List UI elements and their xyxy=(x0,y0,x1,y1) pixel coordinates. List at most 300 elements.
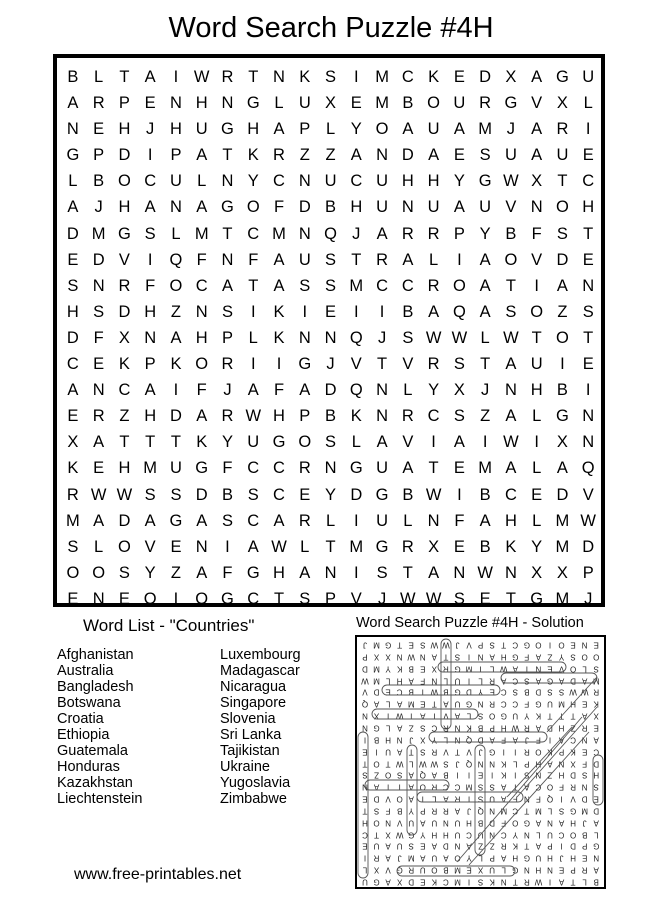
solution-row xyxy=(359,651,602,663)
solution-cell: T xyxy=(431,700,437,710)
solution-cell: A xyxy=(431,842,438,852)
solution-cell: X xyxy=(385,652,391,662)
solution-cell: L xyxy=(478,676,483,686)
solution-cell: H xyxy=(500,723,507,733)
grid-cell: G xyxy=(221,589,234,608)
solution-cell: L xyxy=(594,830,599,840)
grid-cell: H xyxy=(144,407,157,426)
grid-cell: B xyxy=(402,302,414,321)
solution-cell: I xyxy=(491,771,494,781)
grid-cell: A xyxy=(93,433,105,452)
grid-cell: U xyxy=(582,68,595,86)
solution-cell: U xyxy=(454,830,461,840)
solution-cell: S xyxy=(477,711,484,721)
solution-cell: E xyxy=(385,688,391,698)
solution-cell: S xyxy=(558,806,565,816)
grid-cell: N xyxy=(298,224,311,243)
solution-cell: W xyxy=(430,759,439,769)
grid-cell: L xyxy=(403,381,413,400)
grid-cell: N xyxy=(427,511,440,530)
grid-cell: D xyxy=(92,250,105,269)
solution-cell: Z xyxy=(547,652,553,662)
grid-cell: T xyxy=(119,433,130,452)
grid-cell: G xyxy=(169,511,183,530)
grid-cell: A xyxy=(67,198,79,217)
grid-cell: A xyxy=(67,381,79,400)
solution-cell: K xyxy=(547,747,553,757)
solution-cell: A xyxy=(408,676,414,686)
solution-cell: L xyxy=(409,759,414,769)
grid-cell: H xyxy=(144,302,157,321)
solution-cell: W xyxy=(419,759,427,769)
grid-cell: L xyxy=(429,250,439,269)
grid-cell: A xyxy=(299,381,311,400)
grid-cell: X xyxy=(531,563,543,582)
solution-cell: T xyxy=(397,782,403,792)
solution-cell: D xyxy=(373,688,380,698)
solution-cell: S xyxy=(477,782,484,792)
grid-row xyxy=(57,325,601,351)
grid-cell: R xyxy=(376,250,389,269)
solution-cell: V xyxy=(466,747,472,757)
solution-cell: H xyxy=(535,759,542,769)
grid-cell: Z xyxy=(170,563,181,582)
solution-cell: I xyxy=(548,640,552,650)
solution-cell: A xyxy=(443,854,449,864)
grid-cell: R xyxy=(556,120,569,139)
grid-cell: N xyxy=(169,198,182,217)
grid-cell: G xyxy=(375,485,389,504)
solution-cell: V xyxy=(443,747,449,757)
solution-cell: Y xyxy=(558,652,565,662)
solution-cell: H xyxy=(593,771,600,781)
grid-cell: Q xyxy=(169,250,183,269)
solution-cell: E xyxy=(489,688,495,698)
grid-cell: A xyxy=(531,120,543,139)
solution-cell: T xyxy=(466,794,472,804)
grid-cell: W xyxy=(90,485,107,504)
grid-cell: A xyxy=(479,276,491,295)
grid-cell: C xyxy=(273,459,285,478)
solution-cell: R xyxy=(408,865,415,875)
solution-cell: L xyxy=(513,759,518,769)
grid-cell: J xyxy=(94,198,103,217)
solution-cell: F xyxy=(535,735,541,745)
solution-cell: Y xyxy=(524,711,530,721)
grid-cell: N xyxy=(298,172,311,191)
grid-cell: C xyxy=(66,355,79,374)
grid-cell: O xyxy=(427,94,441,113)
grid-cell: I xyxy=(379,302,385,321)
solution-cell: U xyxy=(477,830,484,840)
solution-cell: L xyxy=(489,664,495,674)
solution-cell: T xyxy=(443,652,449,662)
grid-cell: W xyxy=(193,68,210,86)
grid-row xyxy=(57,142,601,168)
solution-cell: H xyxy=(466,818,472,828)
solution-cell: W xyxy=(430,640,439,650)
solution-cell: B xyxy=(408,664,414,674)
grid-cell: T xyxy=(505,589,516,608)
grid-cell: A xyxy=(531,146,543,165)
grid-cell: H xyxy=(504,511,517,530)
solution-cell: L xyxy=(478,854,483,864)
grid-cell: T xyxy=(583,328,594,347)
grid-cell: F xyxy=(273,381,285,400)
grid-cell: C xyxy=(273,485,285,504)
solution-cell: U xyxy=(454,700,461,710)
solution-cell: R xyxy=(593,688,600,698)
solution-cell: N xyxy=(477,652,484,662)
grid-cell: L xyxy=(532,407,542,426)
solution-cell: S xyxy=(420,723,426,733)
grid-cell: I xyxy=(482,433,488,452)
solution-cell: A xyxy=(558,818,565,828)
solution-cell: K xyxy=(501,771,507,781)
solution-cell: E xyxy=(593,723,599,733)
grid-cell: B xyxy=(325,198,337,217)
solution-cell: K xyxy=(501,759,507,769)
solution-cell: H xyxy=(500,652,507,662)
grid-cell: D xyxy=(350,485,363,504)
solution-cell: G xyxy=(465,700,473,710)
grid-cell: H xyxy=(118,459,131,478)
grid-cell: N xyxy=(453,563,466,582)
grid-row xyxy=(57,560,601,586)
grid-cell: S xyxy=(325,433,337,452)
grid-cell: N xyxy=(298,328,311,347)
solution-cell: A xyxy=(420,854,426,864)
grid-cell: H xyxy=(66,302,79,321)
solution-row xyxy=(359,746,602,758)
grid-cell: I xyxy=(354,302,359,321)
solution-cell: N xyxy=(535,664,542,674)
solution-cell: I xyxy=(456,771,459,781)
grid-cell: E xyxy=(93,120,105,139)
solution-cell: Y xyxy=(420,830,426,840)
solution-cell: I xyxy=(421,794,424,804)
solution-cell: A xyxy=(535,818,542,828)
grid-cell: Y xyxy=(453,172,465,191)
grid-cell: K xyxy=(505,537,517,556)
solution-cell: G xyxy=(546,676,554,686)
grid-cell: C xyxy=(350,172,363,191)
grid-cell: G xyxy=(530,589,544,608)
solution-cell: E xyxy=(581,854,588,864)
grid-cell: E xyxy=(67,250,79,269)
solution-cell: I xyxy=(514,771,517,781)
grid-cell: O xyxy=(298,433,312,452)
solution-cell: F xyxy=(535,794,541,804)
solution-cell: W xyxy=(395,759,404,769)
grid-cell: M xyxy=(478,459,492,478)
solution-cell: N xyxy=(431,676,438,686)
solution-cell: G xyxy=(408,830,415,840)
solution-cell: O xyxy=(373,759,380,769)
solution-cell: I xyxy=(386,782,390,792)
solution-cell: A xyxy=(385,842,391,852)
solution-cell: C xyxy=(396,688,403,698)
solution-cell: E xyxy=(466,865,472,875)
solution-cell: G xyxy=(454,664,461,674)
grid-cell: A xyxy=(505,355,517,374)
solution-cell: C xyxy=(512,806,519,816)
solution-row xyxy=(359,769,602,781)
solution-row xyxy=(359,793,602,805)
grid-cell: E xyxy=(453,146,465,165)
grid-cell: N xyxy=(582,276,595,295)
grid-cell: R xyxy=(427,355,440,374)
grid-cell: D xyxy=(401,146,414,165)
solution-row xyxy=(359,805,602,817)
grid-cell: A xyxy=(273,120,285,139)
grid-cell: G xyxy=(117,224,131,243)
solution-cell: B xyxy=(443,771,449,781)
solution-cell: T xyxy=(385,759,391,769)
grid-cell: P xyxy=(582,563,594,582)
solution-cell: W xyxy=(569,688,577,698)
solution-cell: Q xyxy=(361,700,369,710)
grid-cell: N xyxy=(92,589,105,608)
grid-cell: E xyxy=(479,589,491,608)
solution-cell: N xyxy=(523,865,530,875)
solution-cell: I xyxy=(548,877,552,887)
grid-cell: F xyxy=(248,250,259,269)
solution-cell: F xyxy=(501,735,507,745)
grid-cell: O xyxy=(92,563,106,582)
solution-cell: U xyxy=(408,818,415,828)
grid-cell: I xyxy=(354,563,359,582)
grid-cell: X xyxy=(67,433,79,452)
solution-cell: G xyxy=(396,865,403,875)
grid-cell: P xyxy=(93,146,105,165)
grid-cell: A xyxy=(273,511,285,530)
grid-cell: V xyxy=(118,250,130,269)
grid-cell: I xyxy=(585,120,591,139)
solution-cell: E xyxy=(362,842,368,852)
word-list-item: Ukraine xyxy=(220,759,270,775)
grid-cell: A xyxy=(196,407,208,426)
grid-cell: G xyxy=(349,459,363,478)
solution-cell: H xyxy=(558,771,565,781)
grid-cell: T xyxy=(583,224,594,243)
grid-cell: S xyxy=(299,589,311,608)
grid-cell: Y xyxy=(350,120,362,139)
grid-cell: N xyxy=(195,537,208,556)
solution-cell: H xyxy=(431,830,438,840)
grid-cell: T xyxy=(119,68,130,86)
grid-cell: S xyxy=(325,250,337,269)
grid-cell: R xyxy=(221,68,234,86)
grid-cell: N xyxy=(273,68,285,86)
solution-cell: P xyxy=(558,747,565,757)
grid-cell: W xyxy=(451,328,468,347)
solution-cell: H xyxy=(570,818,576,828)
solution-cell: C xyxy=(512,676,519,686)
grid-cell: S xyxy=(93,302,105,321)
grid-cell: W xyxy=(425,589,442,608)
grid-cell: T xyxy=(505,276,516,295)
word-list-item: Slovenia xyxy=(220,711,276,727)
word-list-item: Singapore xyxy=(220,695,287,711)
grid-cell: X xyxy=(453,381,465,400)
grid-cell: B xyxy=(556,381,568,400)
grid-cell: I xyxy=(225,537,230,556)
solution-cell: M xyxy=(373,640,380,650)
grid-cell: I xyxy=(354,511,359,530)
grid-cell: A xyxy=(453,120,465,139)
grid-cell: B xyxy=(479,485,491,504)
grid-cell: H xyxy=(273,407,285,426)
solution-cell: P xyxy=(570,865,576,875)
solution-cell: B xyxy=(373,735,380,745)
solution-cell: A xyxy=(535,652,542,662)
word-list-item: Yugoslavia xyxy=(220,775,291,791)
grid-cell: C xyxy=(195,276,208,295)
solution-cell: Q xyxy=(465,759,473,769)
grid-cell: A xyxy=(428,146,440,165)
solution-cell: Y xyxy=(431,735,438,745)
grid-cell: R xyxy=(221,355,234,374)
grid-cell: K xyxy=(67,459,79,478)
footer-url[interactable]: www.free-printables.net xyxy=(74,866,242,883)
solution-row xyxy=(359,864,602,876)
grid-cell: S xyxy=(582,302,594,321)
solution-row xyxy=(359,710,602,722)
grid-cell: A xyxy=(556,459,568,478)
solution-cell: E xyxy=(593,794,599,804)
solution-cell: Y xyxy=(385,664,391,674)
solution-cell: P xyxy=(362,652,368,662)
solution-cell: O xyxy=(569,830,577,840)
grid-cell: T xyxy=(428,459,439,478)
solution-cell: M xyxy=(500,806,508,816)
grid-cell: F xyxy=(196,250,207,269)
grid-cell: D xyxy=(195,485,208,504)
grid-cell: P xyxy=(144,355,156,374)
grid-cell: Q xyxy=(324,224,337,243)
solution-cell: S xyxy=(581,771,588,781)
solution-cell: P xyxy=(547,842,553,852)
solution-cell: B xyxy=(477,723,484,733)
grid-cell: N xyxy=(376,146,389,165)
grid-cell: T xyxy=(325,537,336,556)
solution-cell: C xyxy=(443,877,449,887)
grid-cell: L xyxy=(325,511,336,530)
solution-cell: C xyxy=(454,782,461,792)
solution-cell: R xyxy=(454,794,461,804)
grid-cell: E xyxy=(582,250,594,269)
grid-cell: J xyxy=(584,589,593,608)
solution-cell: C xyxy=(512,640,519,650)
grid-cell: P xyxy=(170,146,182,165)
solution-cell: S xyxy=(524,676,530,686)
grid-cell: Y xyxy=(531,537,543,556)
grid-cell: C xyxy=(401,276,414,295)
puzzle-grid xyxy=(53,54,605,607)
grid-cell: E xyxy=(582,355,594,374)
solution-cell: Q xyxy=(419,771,426,781)
grid-cell: E xyxy=(93,355,105,374)
solution-cell: O xyxy=(431,865,438,875)
grid-cell: D xyxy=(324,381,337,400)
solution-cell: I xyxy=(433,711,436,721)
solution-cell: N xyxy=(385,818,391,828)
word-list-item: Australia xyxy=(57,663,114,679)
grid-cell: E xyxy=(144,94,156,113)
grid-cell: K xyxy=(299,68,311,86)
grid-cell: W xyxy=(477,563,493,582)
grid-cell: N xyxy=(144,328,157,347)
solution-cell: R xyxy=(500,842,507,852)
grid-cell: W xyxy=(580,511,596,530)
grid-cell: U xyxy=(324,172,337,191)
grid-cell: C xyxy=(247,589,260,608)
solution-cell: A xyxy=(385,854,391,864)
solution-cell: J xyxy=(524,735,529,745)
grid-cell: B xyxy=(67,68,79,86)
grid-cell: T xyxy=(557,172,568,191)
grid-cell: A xyxy=(196,146,208,165)
grid-cell: H xyxy=(427,172,440,191)
grid-cell: D xyxy=(298,198,311,217)
solution-cell: T xyxy=(570,877,576,887)
solution-cell: X xyxy=(385,830,391,840)
solution-cell: W xyxy=(430,688,439,698)
grid-cell: S xyxy=(556,224,568,243)
grid-cell: B xyxy=(221,485,233,504)
grid-cell: M xyxy=(66,511,80,530)
grid-cell: D xyxy=(118,302,131,321)
solution-cell: V xyxy=(385,865,391,875)
word-list-item: Tajikistan xyxy=(220,743,280,759)
grid-cell: A xyxy=(273,250,285,269)
solution-cell: E xyxy=(570,640,576,650)
grid-cell: S xyxy=(67,276,79,295)
grid-cell: O xyxy=(169,276,183,295)
grid-cell: X xyxy=(556,433,568,452)
solution-cell: N xyxy=(581,782,588,792)
solution-cell: S xyxy=(558,688,565,698)
grid-cell: G xyxy=(221,120,234,139)
solution-cell: S xyxy=(454,652,461,662)
solution-cell: M xyxy=(581,806,588,816)
solution-cell: K xyxy=(570,747,576,757)
grid-cell: U xyxy=(479,198,492,217)
grid-row xyxy=(57,273,601,299)
solution-cell: R xyxy=(581,865,588,875)
grid-cell: L xyxy=(583,94,593,113)
solution-cell: F xyxy=(524,700,530,710)
grid-cell: C xyxy=(401,68,414,86)
solution-cell: U xyxy=(431,854,438,864)
solution-cell: C xyxy=(362,830,368,840)
grid-cell: I xyxy=(585,381,591,400)
grid-cell: A xyxy=(428,302,440,321)
grid-cell: H xyxy=(582,198,595,217)
solution-cell: I xyxy=(525,664,528,674)
grid-cell: N xyxy=(221,250,234,269)
grid-row xyxy=(57,403,601,429)
solution-cell: A xyxy=(524,782,530,792)
grid-cell: I xyxy=(147,146,153,165)
solution-cell: I xyxy=(467,652,471,662)
grid-cell: L xyxy=(480,328,490,347)
grid-cell: V xyxy=(144,537,156,556)
grid-cell: H xyxy=(169,120,182,139)
solution-cell: C xyxy=(443,782,449,792)
grid-cell: R xyxy=(427,224,440,243)
